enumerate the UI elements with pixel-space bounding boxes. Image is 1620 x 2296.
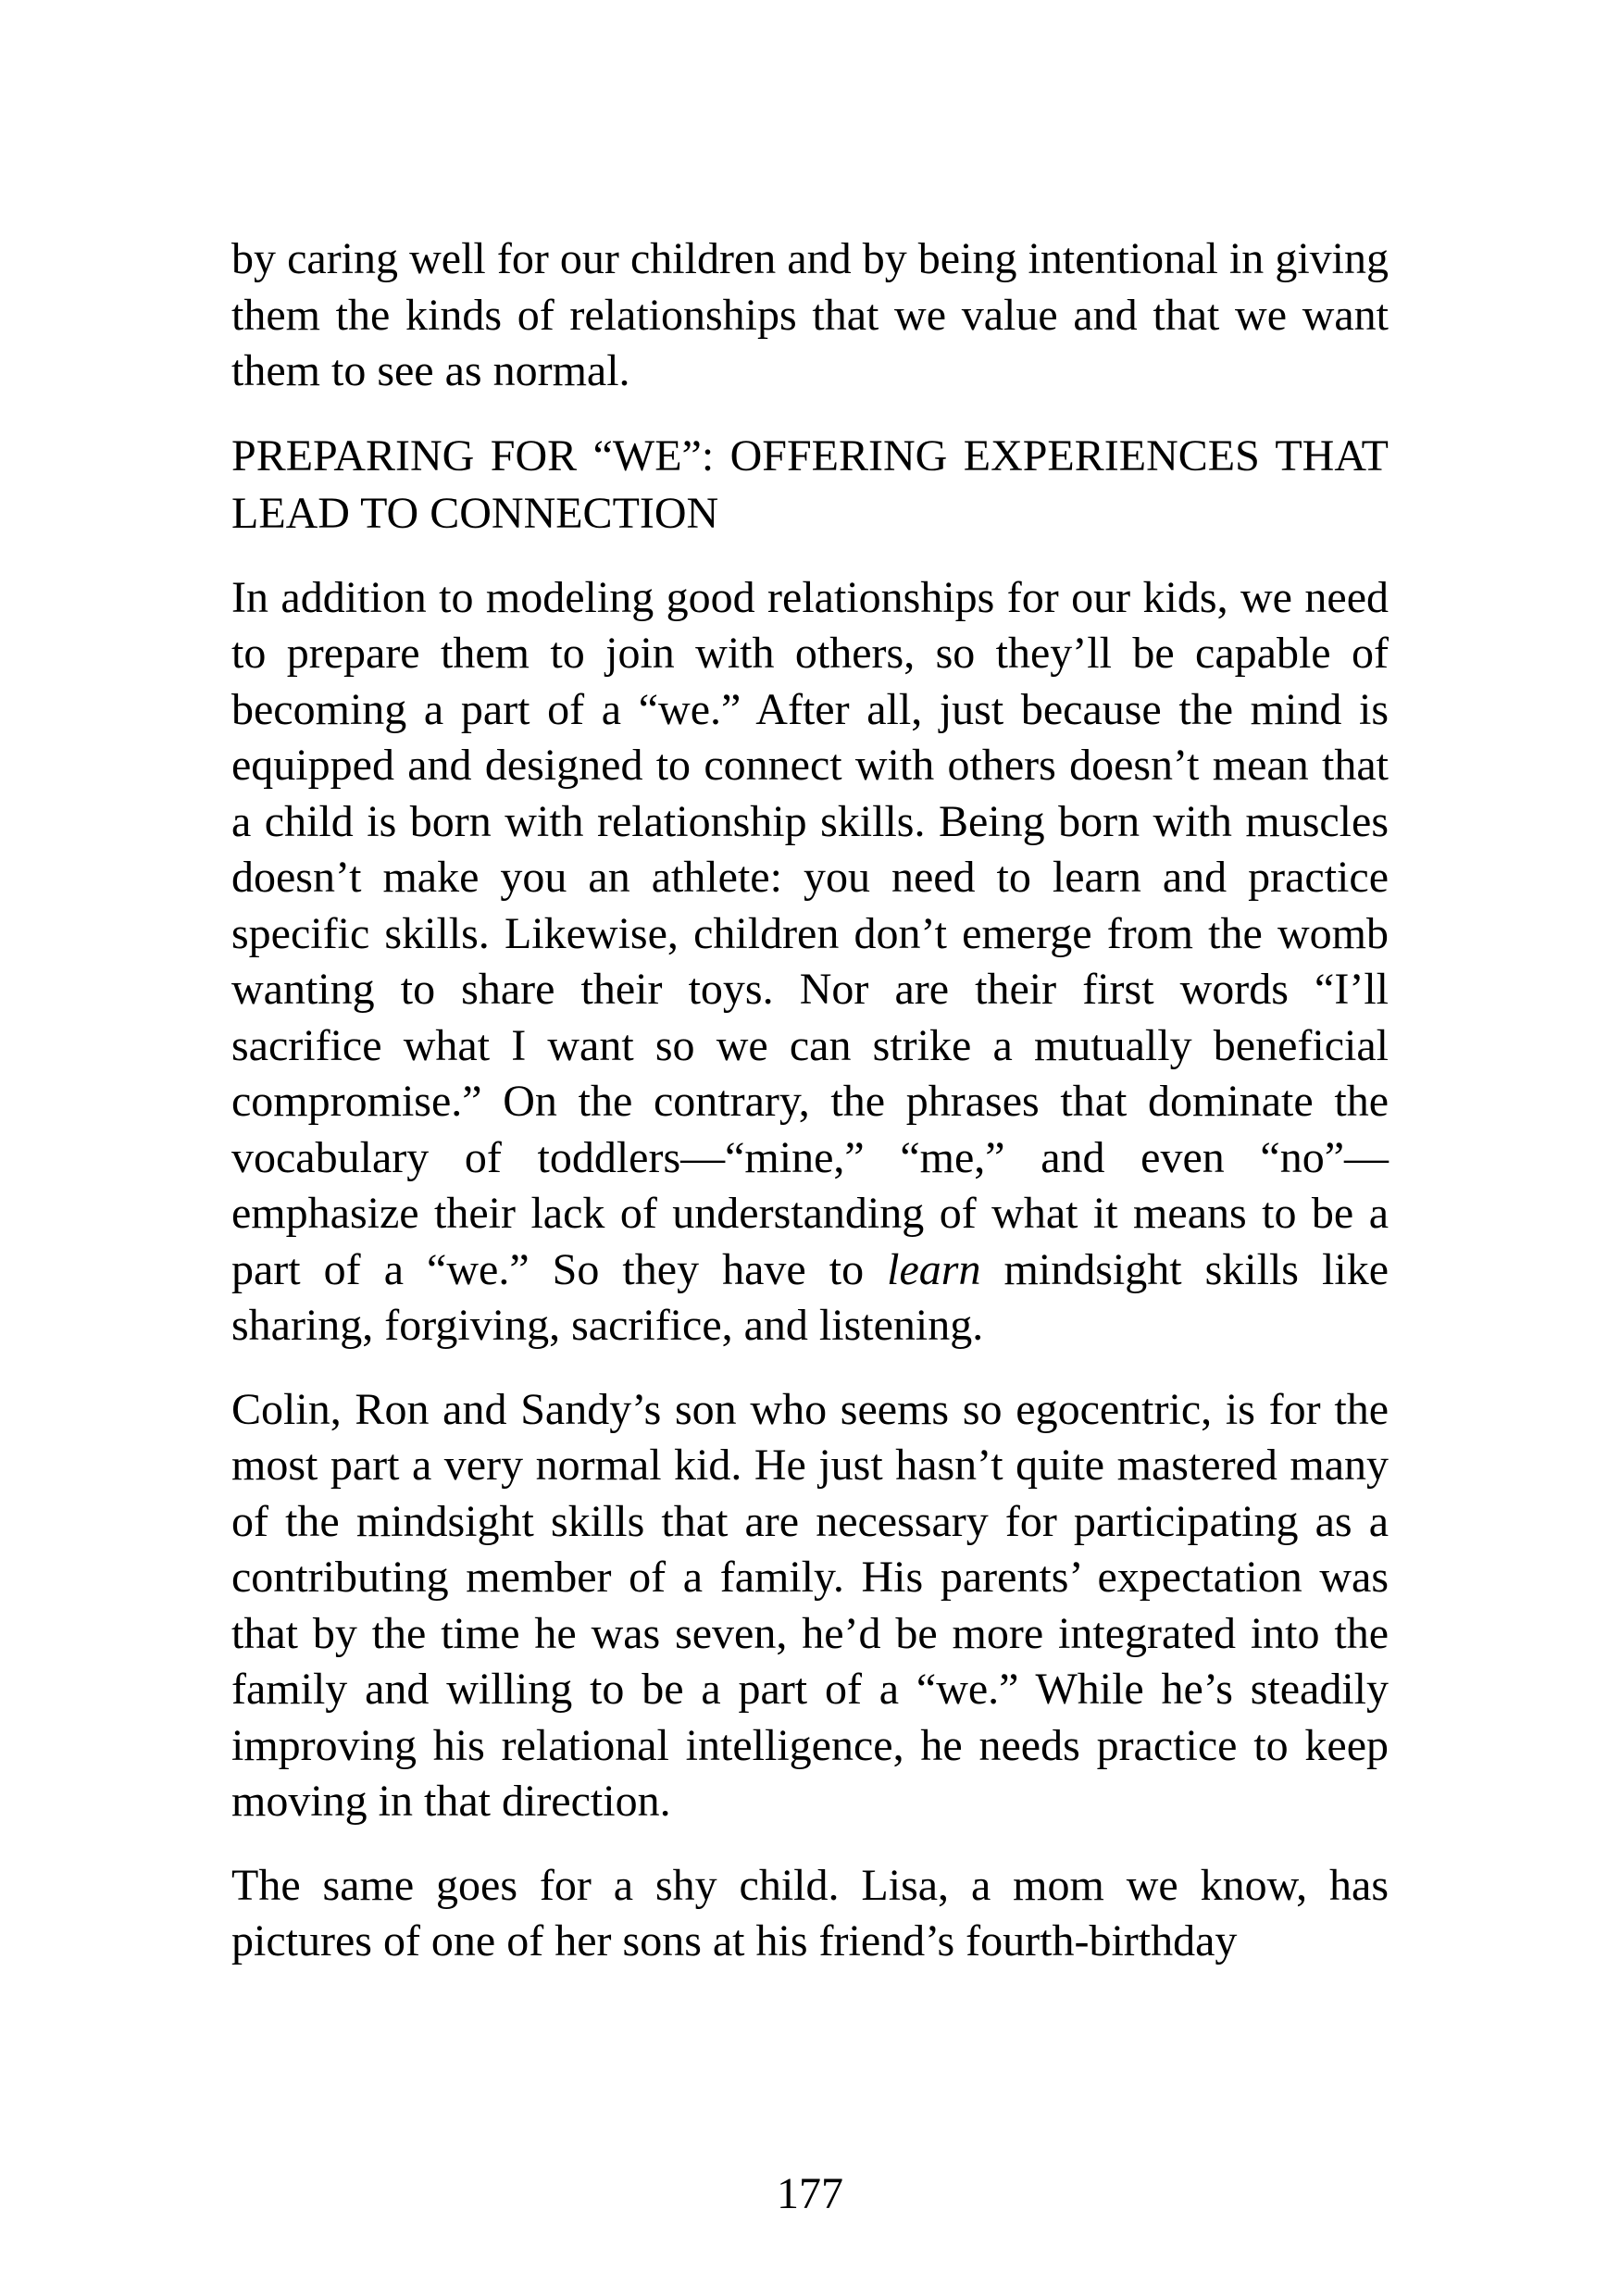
paragraph-preparing-text-a: In addition to modeling good relationships for our kids, we need to prepare them to join with others, so they’ll be capable of becoming a part of a “we.” After all, just because the mind is equipped and designed to connect with others doesn’t mean that a child is born with relationship skills. Being born with muscles doesn’t make you an athlete: you need to learn and practice specific skills. Likewise, children don’t emerge from the womb wanting to share their toys. Nor are their first words “I’ll sacrifice what I want so we can strike a mutually beneficial compromise.” On the contrary, the phrases that dominate the vocabulary of toddlers—“mine,” “me,” and even “no”—emphasize their lack of understanding of what it means to be a part of a “we.” So they have to: [231, 572, 1389, 1294]
paragraph-shy-child: The same goes for a shy child. Lisa, a mom we know, has pictures of one of her sons at his friend’s fourth-birthday: [231, 1860, 1389, 1965]
emphasis-learn: learn: [887, 1244, 981, 1294]
section-heading: PREPARING FOR “WE”: OFFERING EXPERIENCES THAT LEAD TO CONNECTION: [231, 430, 1389, 538]
paragraph-colin: Colin, Ron and Sandy’s son who seems so egocentric, is for the most part a very normal kid. He just hasn’t quite mastered many of the mindsight skills that are necessary for participating as a contributing member of a family. His parents’ expectation was that by the time he was seven, he’d be more integrated into the family and willing to be a part of a “we.” While he’s steadily improving his relational intelligence, he needs practice to keep moving in that direction.: [231, 1384, 1389, 1826]
paragraph-preparing-text-b: mindsight skills like sharing, forgiving, sacrifice, and listening.: [231, 1244, 1389, 1350]
page-number: 177: [777, 2169, 843, 2218]
paragraph-preparing: [231, 570, 1389, 1354]
paragraph-intro: by caring well for our children and by being intentional in giving them the kinds of relationships that we value and that we want them to see as normal.: [231, 234, 1389, 395]
page-body: [231, 231, 1389, 1998]
